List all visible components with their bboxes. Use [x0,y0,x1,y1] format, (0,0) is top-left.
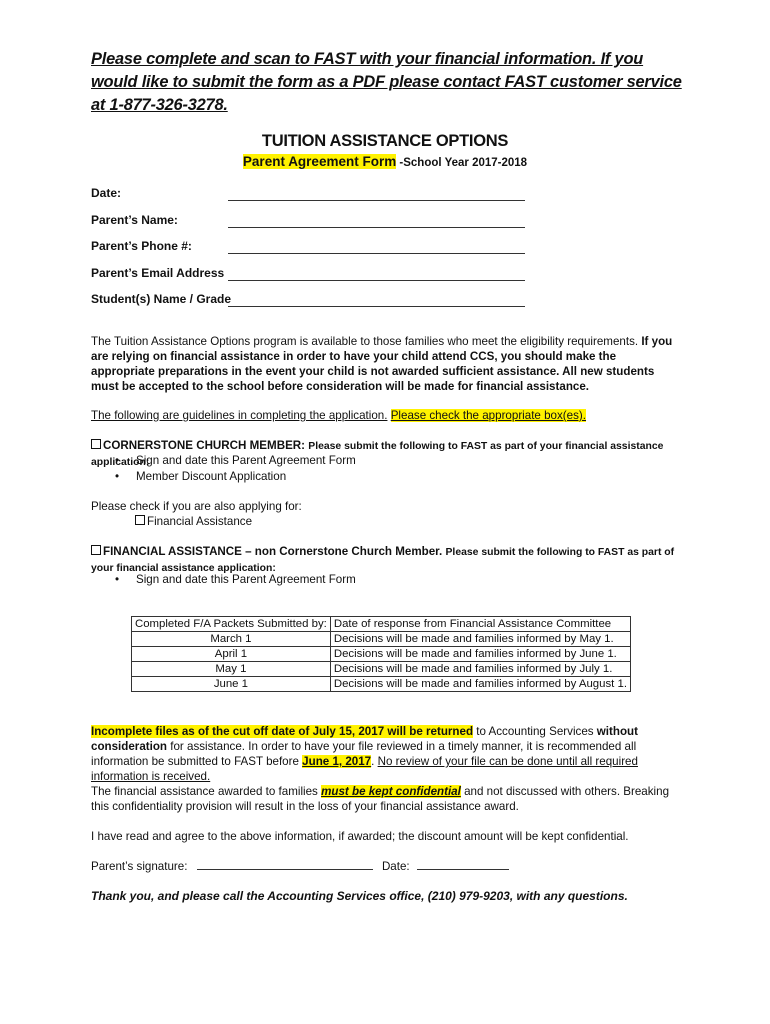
financial-assistance-title: FINANCIAL ASSISTANCE – non Cornerstone Church Member. [103,545,443,558]
confidential-notice [91,784,681,814]
also-financial-assistance-label: Financial Assistance [147,515,253,528]
date-label: Date: [91,186,122,200]
date-field-row [91,186,531,204]
parent-phone-input-line[interactable] [228,253,525,254]
header-note: Please complete and scan to FAST with your financial information. If you would like to submit the form as a PDF please contact FAST customer service at 1-877-326-3278. [91,50,682,114]
financial-assistance-checkbox[interactable] [91,545,101,555]
parent-name-field-row [91,213,531,231]
table-cell: April 1 [132,647,331,662]
list-item: • Sign and date this Parent Agreement Form [113,572,356,588]
student-name-input-line[interactable] [228,306,525,307]
closing-text: Thank you, and please call the Accounting Services office, (210) 979-9203, with any questions. [91,889,628,903]
list-item: • Sign and date this Parent Agreement Form [113,453,356,469]
guidelines-line [91,408,681,423]
agreement-statement: I have read and agree to the above information, if awarded; the discount amount will be kept confidential. [91,830,629,843]
incomplete-date-highlight: June 1, 2017 [302,755,372,768]
financial-requirements-list [113,572,356,588]
guidelines-highlight: Please check the appropriate box(es). [390,409,586,422]
table-header-cell: Completed F/A Packets Submitted by: [132,617,331,632]
parent-email-label: Parent’s Email Address [91,266,225,280]
incomplete-text-1: to Accounting Services [473,725,597,738]
cornerstone-checkbox[interactable] [91,439,101,449]
financial-assistance-instruction: Please submit the following to FAST as part of your financial assistance application: [91,547,675,574]
intro-plain-text: The Tuition Assistance Options program is available to those families who meet the eligibility requirements. [91,335,642,348]
cornerstone-instruction: Please submit the following to FAST as part of your financial assistance application: [91,441,664,468]
date-input-line[interactable] [228,200,525,201]
cornerstone-title: CORNERSTONE CHURCH MEMBER: [103,439,306,452]
closing-line [91,889,681,904]
signature-row [91,859,681,874]
deadlines-table [131,616,631,692]
also-financial-assistance-checkbox[interactable] [135,515,145,525]
form-subtitle-highlight: Parent Agreement Form [242,154,397,169]
intro-bold-text: If you are relying on financial assistance in order to have your child attend CCS, you should make the appropriate preparations in the event your child is not awarded sufficient assistance. All new students must be accepted to the school before consideration will be made for financial assistance. [91,335,673,393]
incomplete-highlight: Incomplete files as of the cut off date of July 15, 2017 will be returned [91,725,474,738]
form-title: TUITION ASSISTANCE OPTIONS [261,132,509,150]
student-name-label: Student(s) Name / Grade [91,292,232,306]
guidelines-text: The following are guidelines in completing the application. [91,409,388,422]
cornerstone-requirements-list [113,453,356,485]
table-cell: Decisions will be made and families informed by August 1. [330,677,630,692]
parent-name-input-line[interactable] [228,227,525,228]
confidential-text-1: The financial assistance awarded to families [91,785,322,798]
parent-email-input-line[interactable] [228,280,525,281]
incomplete-text-3: . [371,755,378,768]
table-cell: June 1 [132,677,331,692]
intro-paragraph [91,334,681,394]
also-applying-prompt: Please check if you are also applying for: [91,500,302,513]
table-cell: March 1 [132,632,331,647]
table-cell: Decisions will be made and families informed by June 1. [330,647,630,662]
signature-input-line[interactable] [197,859,373,870]
student-name-field-row [91,292,531,310]
parent-phone-field-row [91,239,531,257]
parent-email-field-row [91,266,531,284]
table-row [132,662,631,677]
signature-date-label: Date: [381,860,410,873]
table-row [132,647,631,662]
table-cell: Decisions will be made and families informed by July 1. [330,662,630,677]
also-applying-option [135,514,435,529]
incomplete-files-notice [91,724,681,784]
incomplete-bold: without consideration [91,725,638,753]
signature-label: Parent’s signature: [91,860,188,873]
form-subtitle-year: -School Year 2017-2018 [396,157,528,169]
incomplete-text-2: for assistance. In order to have your file reviewed in a timely manner, it is recommended all information be submitted to FAST before [91,740,637,768]
confidential-text-2: and not discussed with others. Breaking this confidentiality provision will result in the loss of your financial assistance award. [91,785,670,813]
signature-date-input-line[interactable] [417,859,509,870]
table-header-cell: Date of response from Financial Assistance Committee [330,617,630,632]
table-cell: Decisions will be made and families informed by May 1. [330,632,630,647]
parent-name-label: Parent’s Name: [91,213,178,227]
table-row [132,677,631,692]
confidential-highlight: must be kept confidential [321,785,461,798]
parent-phone-label: Parent’s Phone #: [91,239,192,253]
table-cell: May 1 [132,662,331,677]
form-subtitle [0,154,770,169]
table-header-row [132,617,631,632]
table-row [132,632,631,647]
incomplete-underlined: No review of your file can be done until all required information is received. [91,755,638,783]
list-item: • Member Discount Application [113,469,356,485]
